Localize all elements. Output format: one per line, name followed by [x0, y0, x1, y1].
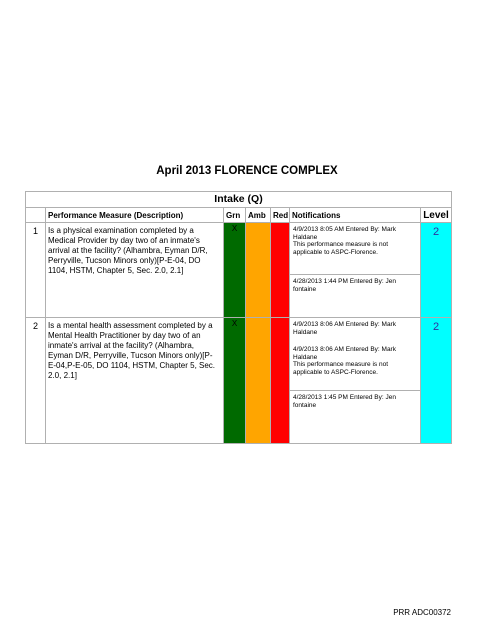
column-headers [26, 208, 452, 223]
notifications-cell [290, 223, 421, 318]
page-footer-id: PRR ADC00372 [393, 608, 451, 617]
col-amb: Amb [246, 208, 271, 223]
red-cell [271, 318, 290, 444]
amber-cell [246, 318, 271, 444]
notification-meta: 4/9/2013 8:06 AM Entered By: Mark Haldane [293, 321, 396, 336]
notification-entry [290, 223, 420, 260]
notification-entry [290, 340, 420, 380]
notification-entry [290, 318, 420, 340]
notification-meta: 4/28/2013 1:44 PM Entered By: Jen fontaine [293, 278, 396, 293]
row-number: 1 [26, 223, 46, 318]
col-num [26, 208, 46, 223]
green-cell: X [224, 223, 246, 318]
col-measure: Performance Measure (Description) [46, 208, 224, 223]
green-cell: X [224, 318, 246, 444]
notification-meta: 4/9/2013 8:05 AM Entered By: Mark Haldane [293, 226, 396, 241]
amber-cell [246, 223, 271, 318]
notification-entry [290, 274, 420, 297]
table-row [26, 223, 452, 318]
col-grn: Grn [224, 208, 246, 223]
col-red: Red [271, 208, 290, 223]
level-cell: 2 [421, 223, 452, 318]
performance-table [25, 191, 452, 444]
section-header: Intake (Q) [26, 192, 452, 208]
notifications-cell [290, 318, 421, 444]
col-level: Level [421, 208, 452, 223]
red-cell [271, 223, 290, 318]
notification-text: This performance measure is not applicable to ASPC-Florence. [293, 361, 389, 376]
row-number: 2 [26, 318, 46, 444]
table-row [26, 318, 452, 444]
measure-description: Is a physical examination completed by a Medical Provider by day two of an inmate's arrival at the facility? (Alhambra, Eyman D/R, Perryville, Tucson Minors only)[P-E-04, DO 1104, HSTM, Chapter 5, Sec. 2.0, 2.1] [46, 223, 224, 318]
notification-meta: 4/28/2013 1:45 PM Entered By: Jen fontaine [293, 394, 396, 409]
notification-text: This performance measure is not applicable to ASPC-Florence. [293, 241, 389, 256]
level-cell: 2 [421, 318, 452, 444]
col-notifications: Notifications [290, 208, 421, 223]
notification-entry [290, 390, 420, 413]
report-title: April 2013 FLORENCE COMPLEX [156, 165, 338, 177]
measure-description: Is a mental health assessment completed by a Mental Health Practitioner by day two of an inmate's arrival at the facility? (Alhambra, Eyman D/R, Perryville, Tucson Minors only)[P-E-04,P-E-05, DO 1104, HSTM, Chapter 5, Sec. 2.0, 2.1] [46, 318, 224, 444]
notification-meta: 4/9/2013 8:06 AM Entered By: Mark Haldane [293, 346, 396, 361]
